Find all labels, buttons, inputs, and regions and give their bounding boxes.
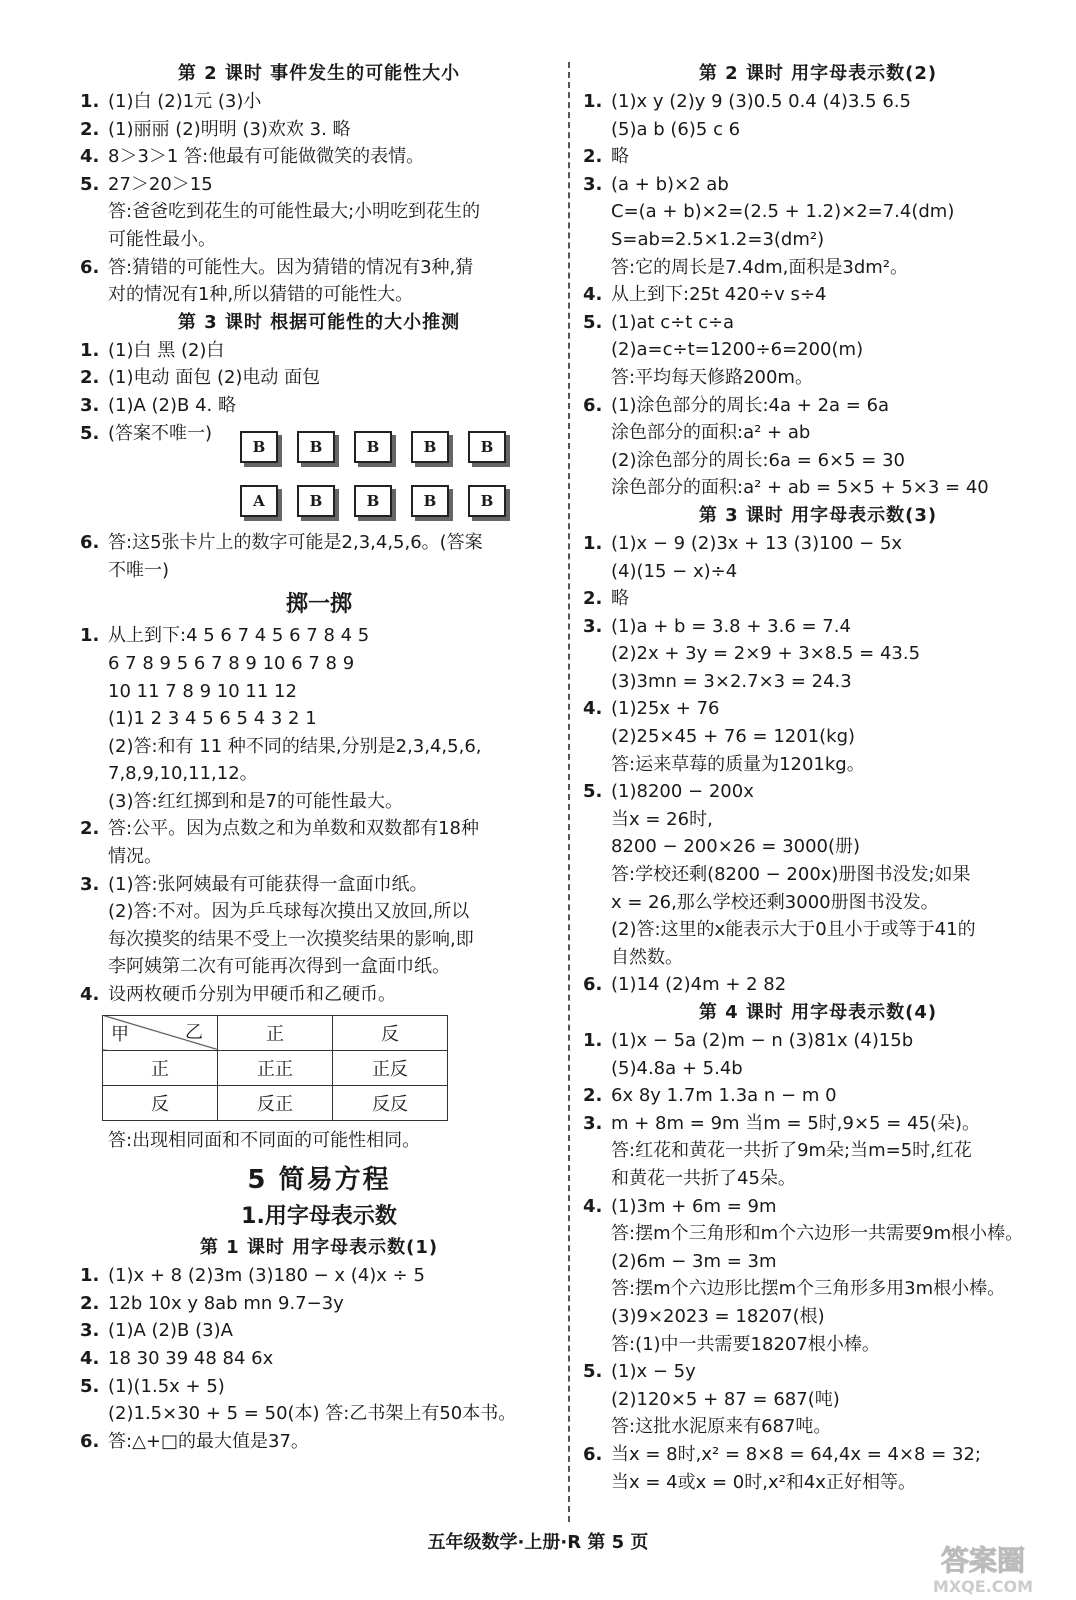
- question-number: 6.: [583, 974, 603, 996]
- answer-line: (3)9×2023 = 18207(根): [611, 1305, 825, 1327]
- question-item: [80, 1262, 558, 1290]
- question-number: 6.: [80, 1430, 100, 1452]
- question-number: 2.: [80, 1292, 100, 1314]
- question-item: [80, 364, 558, 392]
- answer-line: (1)涂色部分的周长:4a + 2a = 6a: [611, 394, 890, 416]
- answer-line: 8＞3＞1 答:他最有可能做微笑的表情。: [108, 146, 425, 168]
- letter-card: B: [297, 485, 335, 517]
- chapter-title: 5 简易方程: [247, 1165, 391, 1196]
- answer-line: (1)x − 5y: [611, 1361, 696, 1383]
- answer-line: 略: [611, 146, 629, 168]
- answer-line: (1)x − 5a (2)m − n (3)81x (4)15b: [611, 1030, 914, 1051]
- question-number: 2.: [583, 1085, 603, 1107]
- answer-line: (1)A (2)B 4. 略: [108, 394, 236, 416]
- table-cell: 正反: [333, 1050, 448, 1085]
- answer-line: (2)2x + 3y = 2×9 + 3×8.5 = 43.5: [611, 643, 921, 665]
- answer-line: 答:摆m个三角形和m个六边形一共需要9m根小棒。: [611, 1223, 1024, 1245]
- answer-line: (1)白 黑 (2)白: [108, 339, 225, 361]
- answer-line: 对的情况有1种,所以猜错的可能性大。: [108, 284, 414, 306]
- answer-line: (1)25x + 76: [611, 698, 720, 720]
- column-divider: [568, 62, 570, 1522]
- question-item: [80, 622, 558, 815]
- answer-line: (1)8200 − 200x: [611, 781, 754, 803]
- row-label: 正: [103, 1050, 218, 1085]
- answer-line: 答:△+□的最大值是37。: [108, 1430, 309, 1452]
- answer-line: (2)25×45 + 76 = 1201(kg): [611, 726, 856, 748]
- question-item: [583, 613, 1053, 696]
- question-item: [80, 1290, 558, 1318]
- question-item: [80, 337, 558, 365]
- question-item: [583, 392, 1053, 502]
- answer-line: 7,8,9,10,11,12。: [108, 763, 258, 785]
- question-number: 6.: [583, 1443, 603, 1465]
- answer-line: 可能性最小。: [108, 228, 216, 250]
- answer-line: (1)(1.5x + 5): [108, 1375, 225, 1397]
- answer-line: (4)(15 − x)÷4: [611, 560, 738, 582]
- svg-text:MXQE.COM: MXQE.COM: [932, 1577, 1034, 1596]
- card-row-2: [80, 475, 558, 529]
- question-number: 4.: [80, 984, 100, 1006]
- answer-line: (1)白 (2)1元 (3)小: [108, 91, 262, 112]
- answer-line: 10 11 7 8 9 10 11 12: [108, 680, 297, 702]
- section-title: 第 1 课时 用字母表示数(1): [199, 1237, 439, 1259]
- answer-line: (1)x − 9 (2)3x + 13 (3)100 − 5x: [611, 532, 903, 554]
- question-6: [80, 529, 558, 584]
- answer-line: 答:运来草莓的质量为1201kg。: [611, 753, 865, 775]
- answer-line: 12b 10x y 8ab mn 9.7−3y: [108, 1292, 344, 1314]
- question-item: [80, 88, 558, 116]
- question-item: [80, 981, 558, 1009]
- question-item: [583, 778, 1053, 971]
- answer-line: S=ab=2.5×1.2=3(dm²): [611, 228, 825, 250]
- watermark-logo: [908, 1540, 1058, 1598]
- question-item: [583, 530, 1053, 585]
- table-answer: [80, 1127, 558, 1155]
- question-item: [583, 171, 1053, 281]
- answer-text: 答:出现相同面和不同面的可能性相同。: [108, 1129, 421, 1151]
- question-item: [80, 871, 558, 981]
- table-header: 反: [333, 1015, 448, 1050]
- answer-line: C=(a + b)×2=(2.5 + 1.2)×2=7.4(dm): [611, 201, 955, 223]
- answer-line: 情况。: [108, 846, 162, 868]
- section-body: [80, 337, 558, 420]
- question-item: [583, 1027, 1053, 1082]
- question-number: 2.: [80, 367, 100, 389]
- question-number: 4.: [80, 146, 100, 168]
- question-item: [583, 695, 1053, 778]
- question-number: 1.: [80, 1265, 100, 1287]
- letter-card: B: [297, 431, 335, 463]
- card-row-1: [80, 421, 558, 475]
- letter-card: B: [468, 431, 506, 463]
- corner-bottom: 甲: [111, 1023, 129, 1045]
- answer-line: 和黄花一共折了45朵。: [611, 1167, 796, 1189]
- answer-line: 8200 − 200×26 = 3000(册): [611, 836, 861, 858]
- answer-line: 答:猜错的可能性大。因为猜错的情况有3种,猜: [108, 256, 474, 278]
- question-item: [80, 1317, 558, 1345]
- answer-line: 27＞20＞15: [108, 173, 213, 195]
- letter-card: B: [411, 431, 449, 463]
- answer-line: 答:公平。因为点数之和为单数和双数都有18种: [108, 818, 479, 840]
- section-body: [583, 88, 1053, 502]
- answer-line: (5)a b (6)5 c 6: [611, 118, 741, 140]
- question-item: [583, 1082, 1053, 1110]
- question-item: [583, 281, 1053, 309]
- answer-line: (a + b)×2 ab: [611, 173, 729, 195]
- answer-line: 涂色部分的面积:a² + ab: [611, 422, 811, 444]
- section-title: 第 4 课时 用字母表示数(4): [698, 1002, 938, 1023]
- question-item: [583, 309, 1053, 392]
- answer-line: x = 26,那么学校还剩3000册图书没发。: [611, 891, 939, 913]
- answer-line: 6x 8y 1.7m 1.3a n − m 0: [611, 1085, 837, 1107]
- question-number: 4.: [80, 1348, 100, 1369]
- question-item: [583, 971, 1053, 999]
- question-number: 5.: [583, 1361, 603, 1383]
- table-corner: [103, 1015, 218, 1050]
- section-body: [80, 88, 558, 309]
- table-cell: 反正: [218, 1085, 333, 1120]
- section-body: [583, 1027, 1053, 1496]
- question-number: 6.: [583, 394, 603, 416]
- answer-line: 18 30 39 48 84 6x: [108, 1348, 274, 1369]
- question-item: [80, 1373, 558, 1428]
- answer-line: (2)答:不对。因为乒乓球每次摸出又放回,所以: [108, 901, 470, 923]
- answer-line: 自然数。: [611, 946, 683, 968]
- question-number: 5.: [80, 173, 100, 195]
- question-number: 5.: [583, 311, 603, 333]
- section-title: 第 3 课时 根据可能性的大小推测: [177, 311, 461, 333]
- question-item: [80, 254, 558, 309]
- question-number: 6.: [80, 532, 100, 554]
- left-column: [80, 60, 558, 1455]
- question-number: 5.: [583, 781, 603, 803]
- question-number: 3.: [583, 615, 603, 637]
- answer-line: 答:(1)中一共需要18207根小棒。: [611, 1333, 880, 1355]
- section-body: [583, 530, 1053, 999]
- answer-line: (2)120×5 + 87 = 687(吨): [611, 1388, 840, 1410]
- answer-line: (1)at c÷t c÷a: [611, 311, 735, 333]
- answer-line: 答:爸爸吃到花生的可能性最大;小明吃到花生的: [108, 201, 481, 223]
- question-number: 3.: [80, 394, 100, 416]
- page-footer: 五年级数学·上册·R 第 5 页: [427, 1532, 649, 1553]
- answer-line: (2)涂色部分的周长:6a = 6×5 = 30: [611, 449, 905, 471]
- table-cell: 反反: [333, 1085, 448, 1120]
- answer-line: 答:它的周长是7.4dm,面积是3dm²。: [611, 256, 908, 278]
- section-title: 第 2 课时 用字母表示数(2): [698, 63, 938, 84]
- question-number: 4.: [583, 698, 603, 720]
- answer-line: (1)1 2 3 4 5 6 5 4 3 2 1: [108, 708, 317, 730]
- answer-line: (2)6m − 3m = 3m: [611, 1250, 777, 1272]
- answer-line: 李阿姨第二次有可能再次得到一盒面巾纸。: [108, 956, 450, 978]
- question-item: [583, 1193, 1053, 1359]
- question-item: [583, 1358, 1053, 1441]
- answer-line: 6 7 8 9 5 6 7 8 9 10 6 7 8 9: [108, 652, 355, 674]
- question-number: 4.: [583, 284, 603, 306]
- answer-line: 答:平均每天修路200m。: [611, 366, 813, 388]
- answer-line: 答:红花和黄花一共折了9m朵;当m=5时,红花: [611, 1140, 972, 1162]
- answer-line: 答:这批水泥原来有687吨。: [611, 1416, 832, 1438]
- question-number: 3.: [583, 1112, 603, 1134]
- question-number: 6.: [80, 256, 100, 278]
- question-number: 2.: [80, 818, 100, 840]
- question-number: 1.: [583, 91, 603, 112]
- question-number: 2.: [80, 118, 100, 140]
- question-number: 1.: [583, 1030, 603, 1051]
- letter-card: B: [240, 431, 278, 463]
- answer-line: (1)14 (2)4m + 2 82: [611, 974, 787, 996]
- answer-line: 略: [611, 588, 629, 610]
- question-number: 2.: [583, 588, 603, 610]
- question-item: [80, 171, 558, 254]
- question-number: 5.: [80, 1375, 100, 1397]
- answer-line: (1)丽丽 (2)明明 (3)欢欢 3. 略: [108, 118, 351, 140]
- answer-line: (2)答:这里的x能表示大于0且小于或等于41的: [611, 919, 976, 941]
- answer-line: 涂色部分的面积:a² + ab = 5×5 + 5×3 = 40: [611, 477, 989, 499]
- question-number: 2.: [583, 146, 603, 168]
- answer-line: (1)3m + 6m = 9m: [611, 1195, 777, 1217]
- answer-line: (3)答:红红掷到和是7的可能性最大。: [108, 790, 404, 812]
- question-item: [583, 1441, 1053, 1496]
- question-number: 4.: [583, 1195, 603, 1217]
- answer-line: 当x = 26时,: [611, 808, 713, 830]
- question-item: [583, 1110, 1053, 1193]
- question-item: [80, 815, 558, 870]
- answer-line: 设两枚硬币分别为甲硬币和乙硬币。: [108, 984, 396, 1006]
- answer-line: 答:这5张卡片上的数字可能是2,3,4,5,6。(答案: [108, 532, 483, 554]
- answer-line: (2)1.5×30 + 5 = 50(本) 答:乙书架上有50本书。: [108, 1403, 517, 1425]
- unit-title: 1.用字母表示数: [241, 1204, 397, 1230]
- question-number: 1.: [583, 532, 603, 554]
- question-number: 1.: [80, 91, 100, 112]
- answer-line: (1)A (2)B (3)A: [108, 1320, 233, 1342]
- section-body: [80, 622, 558, 1008]
- section-body: [80, 1262, 558, 1455]
- coin-table: [102, 1015, 448, 1121]
- answer-line: 当x = 4或x = 0时,x²和4x正好相等。: [611, 1471, 916, 1493]
- question-item: [80, 143, 558, 171]
- answer-line: 从上到下:4 5 6 7 4 5 6 7 8 4 5: [108, 625, 370, 647]
- answer-line: (1)x + 8 (2)3m (3)180 − x (4)x ÷ 5: [108, 1265, 425, 1287]
- section-title: 掷一掷: [285, 592, 352, 618]
- answer-line: 每次摸奖的结果不受上一次摸奖结果的影响,即: [108, 928, 474, 950]
- question-note: (答案不唯一): [108, 422, 213, 444]
- answer-line: (2)a=c÷t=1200÷6=200(m): [611, 339, 864, 361]
- question-item: [80, 529, 558, 584]
- question-item: [80, 1428, 558, 1456]
- answer-line: 答:学校还剩(8200 − 200x)册图书没发;如果: [611, 864, 971, 886]
- question-number: 3.: [80, 873, 100, 895]
- letter-card: B: [468, 485, 506, 517]
- question-item: [583, 143, 1053, 171]
- question-item: [80, 392, 558, 420]
- question-number: 5.: [80, 422, 100, 444]
- letter-card: A: [240, 485, 278, 517]
- answer-line: (1)a + b = 3.8 + 3.6 = 7.4: [611, 615, 851, 637]
- row-label: 反: [103, 1085, 218, 1120]
- table-cell: 正正: [218, 1050, 333, 1085]
- answer-line: (1)电动 面包 (2)电动 面包: [108, 367, 321, 389]
- letter-card: B: [354, 485, 392, 517]
- answer-line: (2)答:和有 11 种不同的结果,分别是2,3,4,5,6,: [108, 735, 482, 757]
- question-item: [80, 1345, 558, 1373]
- question-number: 3.: [80, 1320, 100, 1342]
- answer-line: 从上到下:25t 420÷v s÷4: [611, 284, 827, 306]
- answer-line: (5)4.8a + 5.4b: [611, 1057, 743, 1079]
- question-number: 1.: [80, 339, 100, 361]
- section-title: 第 3 课时 用字母表示数(3): [698, 504, 938, 526]
- section-title: 第 2 课时 事件发生的可能性大小: [177, 63, 461, 84]
- question-item: [583, 88, 1053, 143]
- answer-line: (1)答:张阿姨最有可能获得一盒面巾纸。: [108, 873, 428, 895]
- corner-top: 乙: [185, 1021, 203, 1043]
- question-number: 1.: [80, 625, 100, 647]
- letter-card: B: [354, 431, 392, 463]
- question-number: 3.: [583, 173, 603, 195]
- right-column: [583, 60, 1053, 1496]
- answer-line: 不唯一): [108, 559, 170, 581]
- answer-line: (1)x y (2)y 9 (3)0.5 0.4 (4)3.5 6.5: [611, 91, 911, 112]
- svg-text:答案圈: 答案圈: [940, 1544, 1026, 1577]
- answer-line: 答:摆m个六边形比摆m个三角形多用3m根小棒。: [611, 1278, 1006, 1300]
- question-item: [583, 585, 1053, 613]
- answer-line: (3)3mn = 3×2.7×3 = 24.3: [611, 670, 852, 692]
- letter-card: B: [411, 485, 449, 517]
- table-header: 正: [218, 1015, 333, 1050]
- answer-line: 当x = 8时,x² = 8×8 = 64,4x = 4×8 = 32;: [611, 1443, 981, 1465]
- answer-line: m + 8m = 9m 当m = 5时,9×5 = 45(朵)。: [611, 1112, 980, 1134]
- question-item: [80, 116, 558, 144]
